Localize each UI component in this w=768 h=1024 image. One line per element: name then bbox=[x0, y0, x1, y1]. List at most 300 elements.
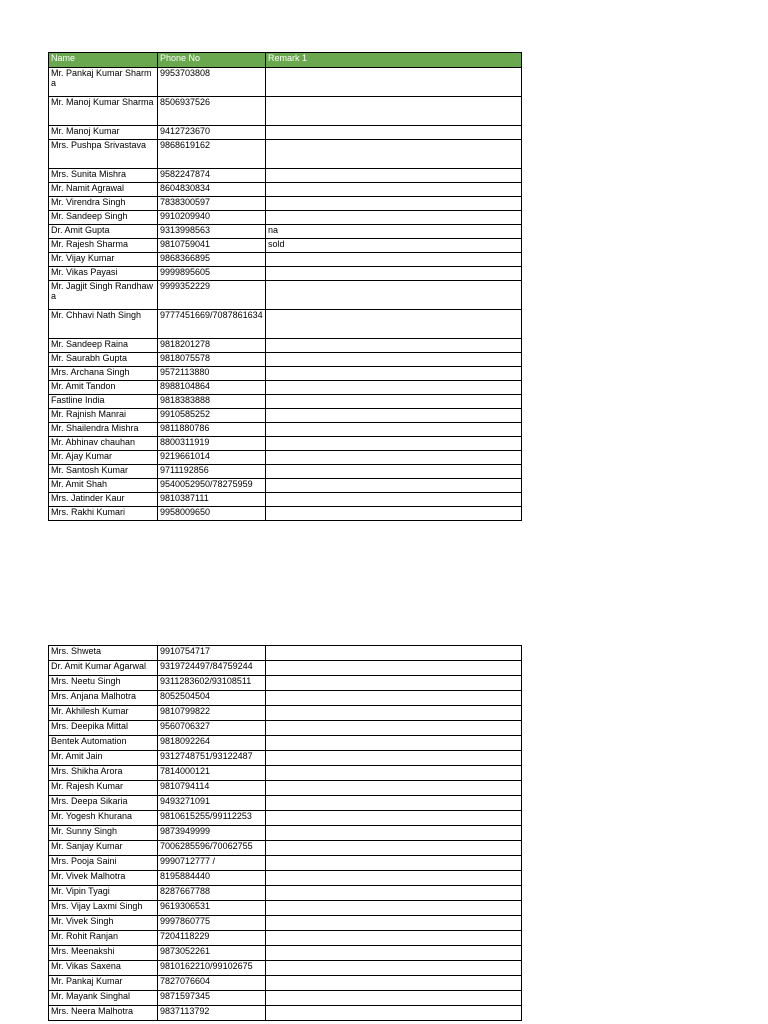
cell-name-text: Mr. Rajesh Kumar bbox=[51, 781, 124, 791]
cell-remark[interactable] bbox=[266, 281, 522, 310]
cell-remark[interactable] bbox=[266, 946, 522, 961]
cell-phone[interactable] bbox=[158, 826, 266, 841]
cell-remark[interactable] bbox=[266, 886, 522, 901]
cell-name-text: Mr. Sandeep Singh bbox=[51, 211, 128, 221]
cell-remark[interactable] bbox=[266, 961, 522, 976]
cell-phone-text: 7814000121 bbox=[160, 766, 211, 776]
cell-name-text: Mr. Abhinav chauhan bbox=[51, 437, 136, 447]
cell-name-text: Mrs. Anjana Malhotra bbox=[51, 691, 137, 701]
table-row bbox=[49, 197, 522, 211]
cell-name-text: Mrs. Vijay Laxmi Singh bbox=[51, 901, 143, 911]
cell-name-text: Mr. Vikas Payasi bbox=[51, 267, 118, 277]
cell-name-text: Mr. Namit Agrawal bbox=[51, 183, 125, 193]
cell-name-text: Mr. Virendra Singh bbox=[51, 197, 126, 207]
cell-name[interactable] bbox=[49, 646, 158, 661]
table-row bbox=[49, 479, 522, 493]
cell-name-text: Mrs. Sunita Mishra bbox=[51, 169, 127, 179]
table-row bbox=[49, 661, 522, 676]
cell-name[interactable] bbox=[49, 353, 158, 367]
cell-phone[interactable] bbox=[158, 916, 266, 931]
cell-phone[interactable] bbox=[158, 339, 266, 353]
cell-name[interactable] bbox=[49, 465, 158, 479]
cell-phone[interactable] bbox=[158, 661, 266, 676]
table-row bbox=[49, 507, 522, 521]
table-row bbox=[49, 721, 522, 736]
cell-remark[interactable] bbox=[266, 856, 522, 871]
header-row bbox=[49, 53, 522, 68]
table-row bbox=[49, 395, 522, 409]
cell-name-text: Mr. Vivek Singh bbox=[51, 916, 114, 926]
cell-name-text: Mr. Shailendra Mishra bbox=[51, 423, 139, 433]
cell-phone-text: 9810794114 bbox=[160, 781, 210, 791]
cell-phone-text: 9818383888 bbox=[160, 395, 211, 405]
cell-name[interactable] bbox=[49, 961, 158, 976]
cell-remark[interactable] bbox=[266, 661, 522, 676]
cell-name[interactable] bbox=[49, 976, 158, 991]
cell-name[interactable] bbox=[49, 946, 158, 961]
cell-phone[interactable] bbox=[158, 841, 266, 856]
cell-name[interactable] bbox=[49, 796, 158, 811]
cell-name[interactable] bbox=[49, 916, 158, 931]
cell-remark[interactable] bbox=[266, 140, 522, 169]
cell-phone[interactable] bbox=[158, 931, 266, 946]
cell-phone[interactable] bbox=[158, 267, 266, 281]
cell-name-text: Mr. Amit Jain bbox=[51, 751, 103, 761]
cell-remark[interactable] bbox=[266, 736, 522, 751]
cell-name-text: Mr. Pankaj Kumar Sharma bbox=[51, 68, 152, 88]
cell-name[interactable] bbox=[49, 493, 158, 507]
cell-remark[interactable] bbox=[266, 126, 522, 140]
cell-phone-text: 9311283602/93108511 bbox=[160, 676, 252, 686]
cell-phone[interactable] bbox=[158, 991, 266, 1006]
cell-phone[interactable] bbox=[158, 239, 266, 253]
cell-phone[interactable] bbox=[158, 946, 266, 961]
cell-phone-text: 9312748751/93122487 bbox=[160, 751, 253, 761]
cell-phone[interactable] bbox=[158, 691, 266, 706]
table-row bbox=[49, 871, 522, 886]
cell-phone[interactable] bbox=[158, 721, 266, 736]
cell-remark[interactable] bbox=[266, 339, 522, 353]
cell-name-text: Mr. Pankaj Kumar bbox=[51, 976, 123, 986]
cell-phone-text: 9868366895 bbox=[160, 253, 211, 263]
cell-name[interactable] bbox=[49, 661, 158, 676]
header-name[interactable]: Name bbox=[49, 53, 158, 68]
cell-phone-text: 9910754717 bbox=[160, 646, 211, 656]
cell-name[interactable] bbox=[49, 381, 158, 395]
table-row bbox=[49, 886, 522, 901]
cell-name-text: Mr. Jagjit Singh Randhawa bbox=[51, 281, 154, 301]
cell-name[interactable] bbox=[49, 931, 158, 946]
cell-remark[interactable] bbox=[266, 507, 522, 521]
cell-name-text: Mr. Yogesh Khurana bbox=[51, 811, 133, 821]
cell-remark[interactable] bbox=[266, 367, 522, 381]
cell-phone-text: 7827076604 bbox=[160, 976, 211, 986]
cell-name[interactable] bbox=[49, 239, 158, 253]
cell-name-text: Mr. Akhilesh Kumar bbox=[51, 706, 129, 716]
cell-phone[interactable] bbox=[158, 766, 266, 781]
cell-remark[interactable] bbox=[266, 381, 522, 395]
cell-remark[interactable] bbox=[266, 976, 522, 991]
cell-phone-text: 9873949999 bbox=[160, 826, 211, 836]
cell-phone-text: 9540052950/78275959 bbox=[160, 479, 253, 489]
cell-phone-text: 9619306531 bbox=[160, 901, 211, 911]
cell-phone[interactable] bbox=[158, 736, 266, 751]
cell-name[interactable] bbox=[49, 841, 158, 856]
table-row bbox=[49, 991, 522, 1006]
cell-phone[interactable] bbox=[158, 437, 266, 451]
table-row bbox=[49, 353, 522, 367]
cell-remark[interactable] bbox=[266, 267, 522, 281]
table-row bbox=[49, 901, 522, 916]
table-row bbox=[49, 781, 522, 796]
cell-remark[interactable] bbox=[266, 197, 522, 211]
table-row bbox=[49, 841, 522, 856]
cell-name[interactable] bbox=[49, 901, 158, 916]
cell-name[interactable] bbox=[49, 409, 158, 423]
cell-name-text: Mr. Manoj Kumar bbox=[51, 126, 120, 136]
cell-name[interactable] bbox=[49, 437, 158, 451]
cell-name[interactable] bbox=[49, 310, 158, 339]
cell-remark[interactable] bbox=[266, 310, 522, 339]
cell-name-text: Mr. Sunny Singh bbox=[51, 826, 118, 836]
cell-name[interactable] bbox=[49, 451, 158, 465]
cell-remark[interactable] bbox=[266, 395, 522, 409]
cell-phone-text: 8195884440 bbox=[160, 871, 211, 881]
cell-name[interactable] bbox=[49, 97, 158, 126]
cell-name-text: Dr. Amit Kumar Agarwal bbox=[51, 661, 147, 671]
cell-remark[interactable] bbox=[266, 479, 522, 493]
cell-phone-text: 9873052261 bbox=[160, 946, 211, 956]
cell-name[interactable] bbox=[49, 676, 158, 691]
cell-remark[interactable] bbox=[266, 97, 522, 126]
table-row bbox=[49, 140, 522, 169]
cell-name[interactable] bbox=[49, 267, 158, 281]
cell-name[interactable] bbox=[49, 183, 158, 197]
cell-name-text: Mr. Santosh Kumar bbox=[51, 465, 129, 475]
cell-remark[interactable] bbox=[266, 796, 522, 811]
cell-remark[interactable] bbox=[266, 991, 522, 1006]
cell-phone[interactable] bbox=[158, 281, 266, 310]
cell-phone-text: 9319724497/84759244 bbox=[160, 661, 253, 671]
table-row bbox=[49, 946, 522, 961]
cell-remark[interactable] bbox=[266, 493, 522, 507]
cell-phone-text: 9810162210/99102675 bbox=[160, 961, 253, 971]
cell-name[interactable] bbox=[49, 991, 158, 1006]
table-row bbox=[49, 736, 522, 751]
cell-name[interactable] bbox=[49, 507, 158, 521]
cell-phone-text: 9958009650 bbox=[160, 507, 211, 517]
cell-remark[interactable] bbox=[266, 423, 522, 437]
cell-phone[interactable] bbox=[158, 253, 266, 267]
cell-remark[interactable] bbox=[266, 916, 522, 931]
cell-phone-text: 9837113792 bbox=[160, 1006, 210, 1016]
cell-remark[interactable] bbox=[266, 211, 522, 225]
table-row bbox=[49, 856, 522, 871]
contact-table-top bbox=[48, 52, 522, 521]
cell-remark[interactable] bbox=[266, 766, 522, 781]
cell-name[interactable] bbox=[49, 126, 158, 140]
cell-name[interactable] bbox=[49, 225, 158, 239]
table-row bbox=[49, 691, 522, 706]
cell-remark[interactable] bbox=[266, 183, 522, 197]
table-row bbox=[49, 676, 522, 691]
cell-name-text: Mrs. Shweta bbox=[51, 646, 102, 656]
cell-phone-text: 9818201278 bbox=[160, 339, 211, 349]
cell-name[interactable] bbox=[49, 856, 158, 871]
cell-phone[interactable] bbox=[158, 197, 266, 211]
cell-remark[interactable] bbox=[266, 169, 522, 183]
cell-remark[interactable] bbox=[266, 811, 522, 826]
cell-phone-text: 9990712777 / bbox=[160, 856, 216, 866]
cell-phone-text: 9810387111 bbox=[160, 493, 209, 503]
cell-remark[interactable] bbox=[266, 646, 522, 661]
cell-phone[interactable] bbox=[158, 183, 266, 197]
cell-remark[interactable] bbox=[266, 225, 522, 239]
cell-phone-text: 7006285596/70062755 bbox=[160, 841, 253, 851]
cell-name-text: Mr. Vipin Tyagi bbox=[51, 886, 110, 896]
table-row bbox=[49, 126, 522, 140]
table-row bbox=[49, 169, 522, 183]
cell-name-text: Mrs. Deepika Mittal bbox=[51, 721, 129, 731]
cell-name-text: Mrs. Neera Malhotra bbox=[51, 1006, 134, 1016]
cell-name-text: Mr. Saurabh Gupta bbox=[51, 353, 128, 363]
cell-name[interactable] bbox=[49, 736, 158, 751]
cell-remark[interactable] bbox=[266, 1006, 522, 1021]
cell-remark[interactable] bbox=[266, 691, 522, 706]
cell-name-text: Mrs. Deepa Sikaria bbox=[51, 796, 128, 806]
cell-name-text: Mrs. Shikha Arora bbox=[51, 766, 123, 776]
cell-name-text: Mr. Sanjay Kumar bbox=[51, 841, 123, 851]
cell-phone[interactable] bbox=[158, 409, 266, 423]
table-row bbox=[49, 367, 522, 381]
cell-phone[interactable] bbox=[158, 381, 266, 395]
table-row bbox=[49, 437, 522, 451]
cell-name-text: Mr. Rajnish Manrai bbox=[51, 409, 127, 419]
cell-name[interactable] bbox=[49, 68, 158, 97]
cell-phone[interactable] bbox=[158, 310, 266, 339]
cell-remark[interactable] bbox=[266, 676, 522, 691]
cell-phone[interactable] bbox=[158, 751, 266, 766]
cell-name-text: Mr. Chhavi Nath Singh bbox=[51, 310, 142, 320]
cell-name-text: Mr. Vijay Kumar bbox=[51, 253, 115, 263]
table-row bbox=[49, 796, 522, 811]
cell-name-text: Mrs. Neetu Singh bbox=[51, 676, 121, 686]
cell-phone-text: 9711192856 bbox=[160, 465, 209, 475]
cell-phone[interactable] bbox=[158, 976, 266, 991]
cell-phone[interactable] bbox=[158, 211, 266, 225]
cell-phone[interactable] bbox=[158, 493, 266, 507]
cell-remark[interactable] bbox=[266, 706, 522, 721]
cell-remark[interactable] bbox=[266, 253, 522, 267]
cell-name[interactable] bbox=[49, 253, 158, 267]
cell-name-text: Mrs. Jatinder Kaur bbox=[51, 493, 125, 503]
cell-phone[interactable] bbox=[158, 796, 266, 811]
cell-phone-text: 9810759041 bbox=[160, 239, 211, 249]
cell-name[interactable] bbox=[49, 691, 158, 706]
cell-name[interactable] bbox=[49, 339, 158, 353]
table-row bbox=[49, 97, 522, 126]
table-row bbox=[49, 451, 522, 465]
cell-remark[interactable] bbox=[266, 437, 522, 451]
cell-phone[interactable] bbox=[158, 781, 266, 796]
cell-phone[interactable] bbox=[158, 901, 266, 916]
header-remark[interactable]: Remark 1 bbox=[266, 53, 522, 68]
cell-name[interactable] bbox=[49, 721, 158, 736]
cell-phone-text: 9560706327 bbox=[160, 721, 211, 731]
cell-name-text: Bentek Automation bbox=[51, 736, 127, 746]
cell-name-text: Mr. Amit Tandon bbox=[51, 381, 116, 391]
cell-phone[interactable] bbox=[158, 97, 266, 126]
cell-phone[interactable] bbox=[158, 423, 266, 437]
cell-name-text: Mr. Mayank Singhal bbox=[51, 991, 131, 1001]
cell-phone-text: 8052504504 bbox=[160, 691, 211, 701]
cell-phone[interactable] bbox=[158, 367, 266, 381]
cell-name-text: Mr. Rohit Ranjan bbox=[51, 931, 119, 941]
contact-table-bottom bbox=[48, 645, 522, 1021]
cell-name[interactable] bbox=[49, 169, 158, 183]
table-row bbox=[49, 826, 522, 841]
cell-phone[interactable] bbox=[158, 169, 266, 183]
header-phone[interactable]: Phone No bbox=[158, 53, 266, 68]
table-row bbox=[49, 811, 522, 826]
cell-name[interactable] bbox=[49, 197, 158, 211]
cell-phone[interactable] bbox=[158, 479, 266, 493]
table-row bbox=[49, 493, 522, 507]
cell-name[interactable] bbox=[49, 281, 158, 310]
cell-remark[interactable] bbox=[266, 781, 522, 796]
cell-phone-text: 9871597345 bbox=[160, 991, 211, 1001]
table-row bbox=[49, 310, 522, 339]
table-row bbox=[49, 961, 522, 976]
cell-phone-text: 9868619162 bbox=[160, 140, 211, 150]
cell-phone-text: 8506937526 bbox=[160, 97, 211, 107]
cell-phone[interactable] bbox=[158, 465, 266, 479]
cell-phone-text: 7838300597 bbox=[160, 197, 211, 207]
cell-phone[interactable] bbox=[158, 451, 266, 465]
cell-phone-text: 8287667788 bbox=[160, 886, 211, 896]
cell-name[interactable] bbox=[49, 766, 158, 781]
cell-phone[interactable] bbox=[158, 856, 266, 871]
cell-name[interactable] bbox=[49, 826, 158, 841]
cell-name-text: Fastline India bbox=[51, 395, 105, 405]
cell-name-text: Mr. Ajay Kumar bbox=[51, 451, 113, 461]
cell-phone-text: 9999352229 bbox=[160, 281, 211, 291]
table-row bbox=[49, 253, 522, 267]
table-row bbox=[49, 465, 522, 479]
cell-phone[interactable] bbox=[158, 68, 266, 97]
table-row bbox=[49, 281, 522, 310]
cell-remark[interactable] bbox=[266, 751, 522, 766]
cell-phone-text: 9953703808 bbox=[160, 68, 211, 78]
cell-name[interactable] bbox=[49, 423, 158, 437]
cell-name[interactable] bbox=[49, 479, 158, 493]
cell-phone[interactable] bbox=[158, 395, 266, 409]
cell-phone-text: 9582247874 bbox=[160, 169, 211, 179]
cell-phone[interactable] bbox=[158, 1006, 266, 1021]
cell-name[interactable] bbox=[49, 811, 158, 826]
cell-remark[interactable] bbox=[266, 239, 522, 253]
cell-phone[interactable] bbox=[158, 140, 266, 169]
cell-name[interactable] bbox=[49, 871, 158, 886]
cell-remark[interactable] bbox=[266, 901, 522, 916]
cell-remark[interactable] bbox=[266, 409, 522, 423]
cell-remark[interactable] bbox=[266, 353, 522, 367]
table-row bbox=[49, 239, 522, 253]
cell-remark-text: na bbox=[268, 225, 279, 235]
cell-phone[interactable] bbox=[158, 507, 266, 521]
cell-remark[interactable] bbox=[266, 721, 522, 736]
cell-remark[interactable] bbox=[266, 826, 522, 841]
cell-name-text: Mr. Amit Shah bbox=[51, 479, 108, 489]
table-row bbox=[49, 211, 522, 225]
cell-phone[interactable] bbox=[158, 353, 266, 367]
cell-name[interactable] bbox=[49, 706, 158, 721]
cell-phone[interactable] bbox=[158, 811, 266, 826]
table-row bbox=[49, 916, 522, 931]
cell-name[interactable] bbox=[49, 1006, 158, 1021]
cell-phone-text: 9818092264 bbox=[160, 736, 211, 746]
cell-name-text: Mr. Vivek Malhotra bbox=[51, 871, 126, 881]
table-row bbox=[49, 183, 522, 197]
cell-phone[interactable] bbox=[158, 961, 266, 976]
cell-phone[interactable] bbox=[158, 646, 266, 661]
cell-phone-text: 9810615255/99112253 bbox=[160, 811, 252, 821]
table-row bbox=[49, 751, 522, 766]
cell-phone[interactable] bbox=[158, 126, 266, 140]
cell-name[interactable] bbox=[49, 781, 158, 796]
cell-phone[interactable] bbox=[158, 886, 266, 901]
cell-phone[interactable] bbox=[158, 225, 266, 239]
table-row bbox=[49, 339, 522, 353]
cell-phone-text: 9818075578 bbox=[160, 353, 211, 363]
cell-phone-text: 9811880786 bbox=[160, 423, 210, 433]
cell-phone[interactable] bbox=[158, 871, 266, 886]
cell-phone-text: 9572113880 bbox=[160, 367, 210, 377]
cell-phone-text: 9219661014 bbox=[160, 451, 211, 461]
cell-name-text: Dr. Amit Gupta bbox=[51, 225, 110, 235]
cell-name[interactable] bbox=[49, 211, 158, 225]
cell-name[interactable] bbox=[49, 886, 158, 901]
cell-remark[interactable] bbox=[266, 451, 522, 465]
table-row bbox=[49, 976, 522, 991]
cell-remark[interactable] bbox=[266, 931, 522, 946]
table-row bbox=[49, 423, 522, 437]
cell-phone[interactable] bbox=[158, 676, 266, 691]
cell-phone-text: 8988104864 bbox=[160, 381, 211, 391]
cell-name-text: Mrs. Archana Singh bbox=[51, 367, 130, 377]
table-row bbox=[49, 68, 522, 97]
cell-phone-text: 9313998563 bbox=[160, 225, 211, 235]
table-row bbox=[49, 766, 522, 781]
cell-name[interactable] bbox=[49, 395, 158, 409]
cell-name-text: Mr. Sandeep Raina bbox=[51, 339, 129, 349]
cell-remark[interactable] bbox=[266, 68, 522, 97]
cell-phone[interactable] bbox=[158, 706, 266, 721]
cell-name[interactable] bbox=[49, 751, 158, 766]
table-row bbox=[49, 267, 522, 281]
table-row bbox=[49, 1006, 522, 1021]
cell-name[interactable] bbox=[49, 367, 158, 381]
cell-name-text: Mrs. Meenakshi bbox=[51, 946, 115, 956]
cell-remark[interactable] bbox=[266, 465, 522, 479]
cell-name-text: Mrs. Pooja Saini bbox=[51, 856, 117, 866]
cell-phone-text: 9999895605 bbox=[160, 267, 211, 277]
cell-remark-text: sold bbox=[268, 239, 285, 249]
cell-remark[interactable] bbox=[266, 871, 522, 886]
cell-remark[interactable] bbox=[266, 841, 522, 856]
cell-phone-text: 9910585252 bbox=[160, 409, 211, 419]
cell-name[interactable] bbox=[49, 140, 158, 169]
